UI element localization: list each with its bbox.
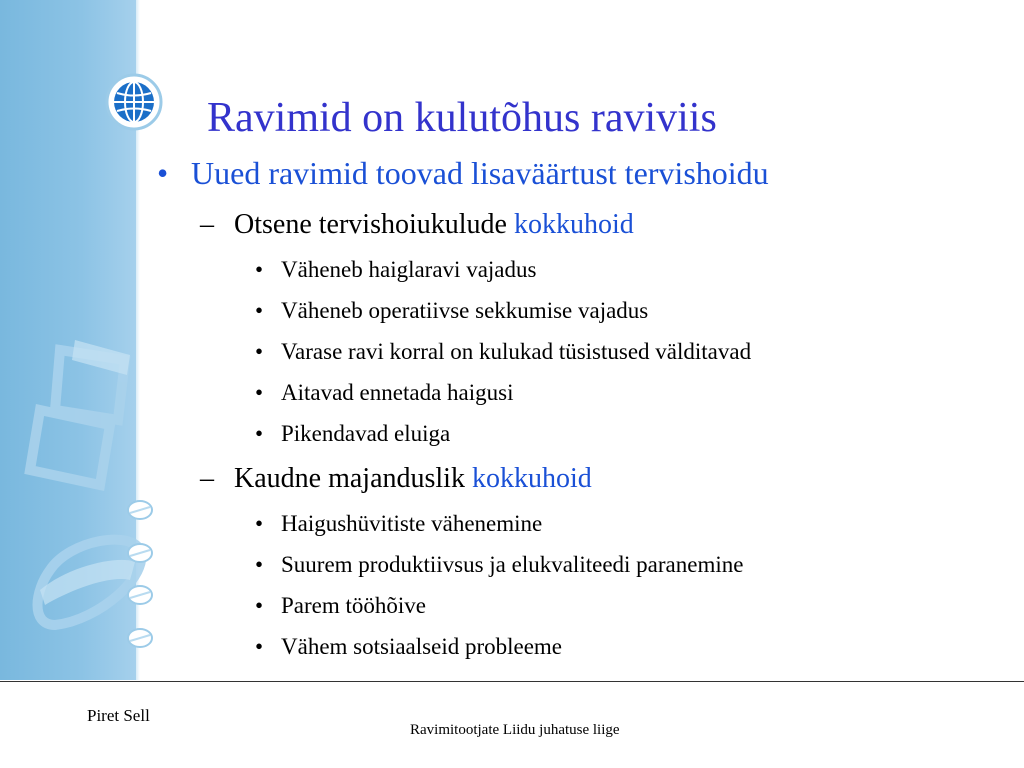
sub-bullet-marker: • — [255, 552, 264, 577]
section-prefix: Kaudne majanduslik — [234, 463, 472, 494]
dash-marker: – — [200, 209, 214, 240]
list-item — [255, 338, 751, 366]
sub-bullet-marker: • — [255, 298, 264, 323]
list-item-text: Väheneb operatiivse sekkumise vajadus — [281, 298, 649, 323]
bullet-marker: • — [157, 155, 169, 191]
section-heading-direct — [200, 208, 634, 242]
sub-bullet-marker: • — [255, 380, 264, 405]
sub-bullet-marker: • — [255, 593, 264, 618]
section-prefix: Otsene tervishoiukulude — [234, 209, 514, 240]
footer-author: Piret Sell — [87, 706, 150, 725]
sub-bullet-marker: • — [255, 421, 264, 446]
sub-bullet-marker: • — [255, 634, 264, 659]
sub-bullet-marker: • — [255, 511, 264, 536]
section-heading-indirect — [200, 462, 592, 496]
list-item — [255, 379, 513, 407]
list-item — [255, 551, 743, 579]
list-item — [255, 592, 426, 620]
list-item-text: Pikendavad eluiga — [281, 421, 451, 446]
list-item-text: Parem tööhõive — [281, 593, 426, 618]
list-item-text: Vähem sotsiaalseid probleeme — [281, 634, 563, 659]
footer-divider — [0, 681, 1024, 682]
list-item-text: Suurem produktiivsus ja elukvaliteedi paranemine — [281, 552, 744, 577]
list-item — [255, 297, 648, 325]
level1-text: Uued ravimid toovad lisaväärtust tervishoidu — [191, 155, 769, 191]
globe-logo-icon — [104, 72, 164, 132]
slide-title: Ravimid on kulutõhus raviviis — [207, 95, 717, 141]
dash-marker: – — [200, 463, 214, 494]
footer-role: Ravimitootjate Liidu juhatuse liige — [410, 722, 620, 738]
level1-bullet-item — [157, 153, 769, 193]
list-item — [255, 633, 562, 661]
list-item-text: Haigushüvitiste vähenemine — [281, 511, 543, 536]
section-highlight: kokkuhoid — [471, 463, 592, 494]
sub-bullet-marker: • — [255, 339, 264, 364]
list-item-text: Väheneb haiglaravi vajadus — [281, 257, 537, 282]
list-item-text: Aitavad ennetada haigusi — [281, 380, 514, 405]
sub-bullet-marker: • — [255, 257, 264, 282]
list-item — [255, 510, 542, 538]
bead-icon — [120, 495, 160, 655]
list-item — [255, 256, 536, 284]
section-highlight: kokkuhoid — [513, 209, 634, 240]
list-item-text: Varase ravi korral on kulukad tüsistused välditavad — [281, 339, 752, 364]
list-item — [255, 420, 450, 448]
